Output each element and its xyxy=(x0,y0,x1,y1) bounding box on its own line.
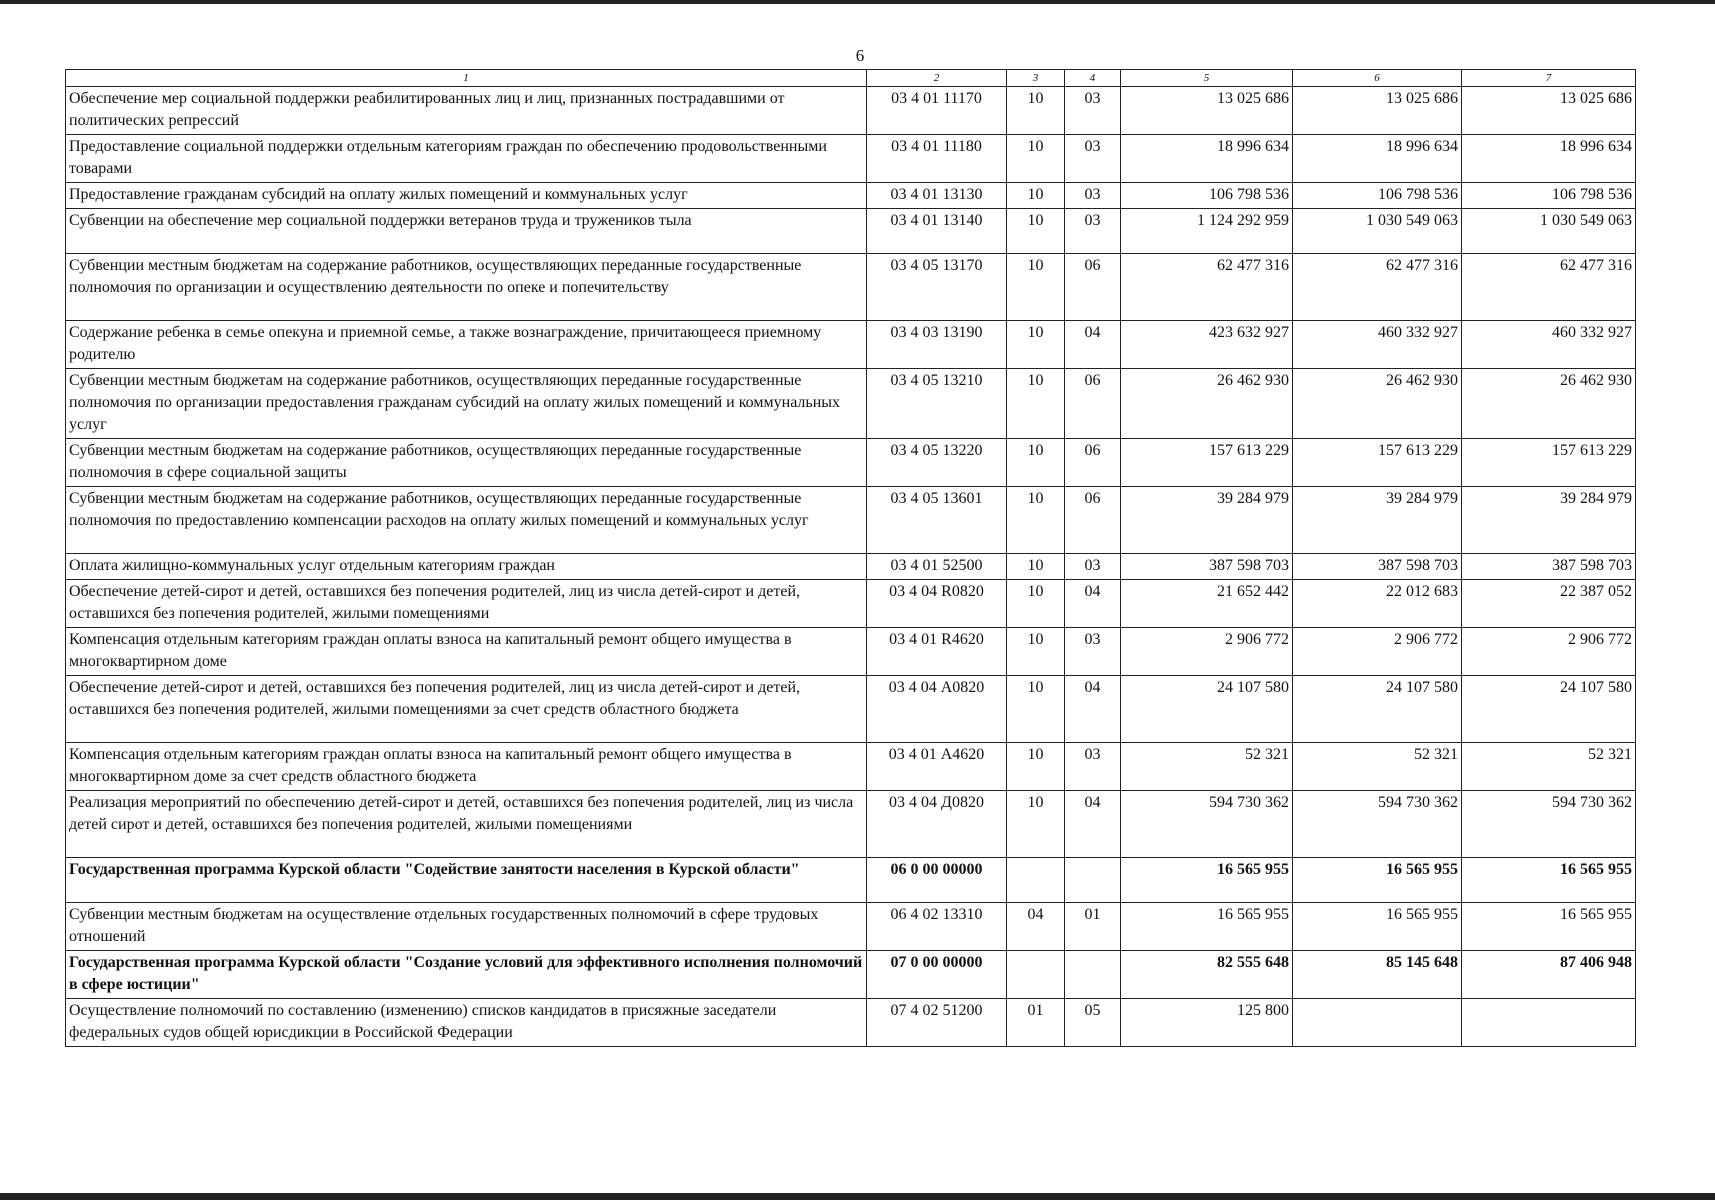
subsection-code: 03 xyxy=(1065,209,1121,254)
target-code: 03 4 01 R4620 xyxy=(867,628,1007,676)
subsection-code: 03 xyxy=(1065,135,1121,183)
program-name: Компенсация отдельным категориям граждан оплаты взноса на капитальный ремонт общего имущества в многоквартирном доме за счет средств областного бюджета xyxy=(66,743,867,791)
amount-col5: 13 025 686 xyxy=(1121,87,1293,135)
table-row xyxy=(66,369,1636,439)
amount-col7: 13 025 686 xyxy=(1462,87,1636,135)
column-number: 7 xyxy=(1462,70,1636,87)
amount-col5: 82 555 648 xyxy=(1121,951,1293,999)
amount-col5: 106 798 536 xyxy=(1121,183,1293,209)
column-number: 3 xyxy=(1007,70,1065,87)
program-name: Субвенции местным бюджетам на содержание работников, осуществляющих переданные государственные полномочия по организации и осуществлению деятельности по опеке и попечительству xyxy=(66,254,867,321)
section-code: 10 xyxy=(1007,87,1065,135)
column-number: 1 xyxy=(66,70,867,87)
subsection-code: 03 xyxy=(1065,743,1121,791)
amount-col5: 62 477 316 xyxy=(1121,254,1293,321)
amount-col5: 26 462 930 xyxy=(1121,369,1293,439)
scan-bottom-border xyxy=(0,1193,1715,1200)
subsection-code: 04 xyxy=(1065,321,1121,369)
amount-col6: 26 462 930 xyxy=(1293,369,1462,439)
amount-col7: 24 107 580 xyxy=(1462,676,1636,743)
subsection-code xyxy=(1065,858,1121,903)
program-name: Обеспечение детей-сирот и детей, оставшихся без попечения родителей, лиц из числа детей-сирот и детей, оставшихся без попечения родителей, жилыми помещениями за счет средств областного бюджета xyxy=(66,676,867,743)
section-code: 10 xyxy=(1007,628,1065,676)
program-name: Субвенции местным бюджетам на содержание работников, осуществляющих переданные государственные полномочия по организации предоставления гражданам субсидий на оплату жилых помещений и коммунальных услуг xyxy=(66,369,867,439)
target-code: 06 4 02 13310 xyxy=(867,903,1007,951)
table-row xyxy=(66,791,1636,858)
amount-col6: 22 012 683 xyxy=(1293,580,1462,628)
section-code: 10 xyxy=(1007,743,1065,791)
column-number-row xyxy=(66,70,1636,87)
table-row xyxy=(66,209,1636,254)
table-row xyxy=(66,999,1636,1047)
subsection-code: 03 xyxy=(1065,183,1121,209)
amount-col7 xyxy=(1462,999,1636,1047)
program-name: Содержание ребенка в семье опекуна и приемной семье, а также вознаграждение, причитающееся приемному родителю xyxy=(66,321,867,369)
amount-col5: 39 284 979 xyxy=(1121,487,1293,554)
subsection-code: 04 xyxy=(1065,676,1121,743)
section-code: 10 xyxy=(1007,254,1065,321)
target-code: 03 4 01 13130 xyxy=(867,183,1007,209)
amount-col7: 52 321 xyxy=(1462,743,1636,791)
column-number: 4 xyxy=(1065,70,1121,87)
program-name: Предоставление гражданам субсидий на оплату жилых помещений и коммунальных услуг xyxy=(66,183,867,209)
target-code: 03 4 05 13170 xyxy=(867,254,1007,321)
table-row xyxy=(66,743,1636,791)
amount-col7: 157 613 229 xyxy=(1462,439,1636,487)
amount-col7: 387 598 703 xyxy=(1462,554,1636,580)
amount-col5: 18 996 634 xyxy=(1121,135,1293,183)
amount-col7: 22 387 052 xyxy=(1462,580,1636,628)
target-code: 03 4 01 52500 xyxy=(867,554,1007,580)
page-number: 6 xyxy=(855,46,865,65)
amount-col5: 16 565 955 xyxy=(1121,858,1293,903)
amount-col6: 106 798 536 xyxy=(1293,183,1462,209)
amount-col7: 87 406 948 xyxy=(1462,951,1636,999)
program-name: Реализация мероприятий по обеспечению детей-сирот и детей, оставшихся без попечения родителей, лиц из числа детей сирот и детей, оставшихся без попечения родителей, жилыми помещениями xyxy=(66,791,867,858)
amount-col6: 62 477 316 xyxy=(1293,254,1462,321)
section-code: 10 xyxy=(1007,487,1065,554)
target-code: 03 4 01 11170 xyxy=(867,87,1007,135)
amount-col6: 1 030 549 063 xyxy=(1293,209,1462,254)
target-code: 03 4 04 R0820 xyxy=(867,580,1007,628)
table-row xyxy=(66,628,1636,676)
table-row xyxy=(66,87,1636,135)
target-code: 03 4 05 13220 xyxy=(867,439,1007,487)
amount-col7: 106 798 536 xyxy=(1462,183,1636,209)
table-row xyxy=(66,439,1636,487)
section-code xyxy=(1007,951,1065,999)
target-code: 03 4 01 А4620 xyxy=(867,743,1007,791)
amount-col5: 125 800 xyxy=(1121,999,1293,1047)
amount-col6: 460 332 927 xyxy=(1293,321,1462,369)
section-code: 10 xyxy=(1007,439,1065,487)
subsection-code: 06 xyxy=(1065,487,1121,554)
program-name: Субвенции местным бюджетам на содержание работников, осуществляющих переданные государственные полномочия по предоставлению компенсации расходов на оплату жилых помещений и коммунальных услуг xyxy=(66,487,867,554)
amount-col5: 387 598 703 xyxy=(1121,554,1293,580)
amount-col6: 18 996 634 xyxy=(1293,135,1462,183)
section-code: 10 xyxy=(1007,209,1065,254)
program-name: Обеспечение мер социальной поддержки реабилитированных лиц и лиц, признанных пострадавшими от политических репрессий xyxy=(66,87,867,135)
table-row xyxy=(66,858,1636,903)
amount-col5: 21 652 442 xyxy=(1121,580,1293,628)
amount-col7: 594 730 362 xyxy=(1462,791,1636,858)
subsection-code: 03 xyxy=(1065,87,1121,135)
column-number: 5 xyxy=(1121,70,1293,87)
amount-col6: 52 321 xyxy=(1293,743,1462,791)
subsection-code: 04 xyxy=(1065,580,1121,628)
amount-col7: 62 477 316 xyxy=(1462,254,1636,321)
program-name: Субвенции на обеспечение мер социальной поддержки ветеранов труда и тружеников тыла xyxy=(66,209,867,254)
subsection-code xyxy=(1065,951,1121,999)
amount-col5: 52 321 xyxy=(1121,743,1293,791)
table-row xyxy=(66,321,1636,369)
amount-col7: 1 030 549 063 xyxy=(1462,209,1636,254)
section-code: 10 xyxy=(1007,369,1065,439)
amount-col7: 39 284 979 xyxy=(1462,487,1636,554)
target-code: 03 4 05 13601 xyxy=(867,487,1007,554)
subsection-code: 04 xyxy=(1065,791,1121,858)
amount-col5: 2 906 772 xyxy=(1121,628,1293,676)
budget-table xyxy=(65,69,1636,1047)
amount-col5: 594 730 362 xyxy=(1121,791,1293,858)
section-code: 01 xyxy=(1007,999,1065,1047)
target-code: 03 4 01 11180 xyxy=(867,135,1007,183)
amount-col6: 85 145 648 xyxy=(1293,951,1462,999)
amount-col7: 16 565 955 xyxy=(1462,858,1636,903)
program-name: Субвенции местным бюджетам на содержание работников, осуществляющих переданные государственные полномочия в сфере социальной защиты xyxy=(66,439,867,487)
section-code: 10 xyxy=(1007,135,1065,183)
amount-col7: 18 996 634 xyxy=(1462,135,1636,183)
amount-col5: 423 632 927 xyxy=(1121,321,1293,369)
subsection-code: 03 xyxy=(1065,554,1121,580)
scan-top-border xyxy=(0,0,1715,4)
section-code: 10 xyxy=(1007,554,1065,580)
subsection-code: 06 xyxy=(1065,439,1121,487)
amount-col6: 387 598 703 xyxy=(1293,554,1462,580)
subsection-code: 03 xyxy=(1065,628,1121,676)
section-code: 10 xyxy=(1007,676,1065,743)
program-name: Осуществление полномочий по составлению (изменению) списков кандидатов в присяжные заседатели федеральных судов общей юрисдикции в Российской Федерации xyxy=(66,999,867,1047)
amount-col6: 16 565 955 xyxy=(1293,858,1462,903)
program-name: Компенсация отдельным категориям граждан оплаты взноса на капитальный ремонт общего имущества в многоквартирном доме xyxy=(66,628,867,676)
program-name: Обеспечение детей-сирот и детей, оставшихся без попечения родителей, лиц из числа детей-сирот и детей, оставшихся без попечения родителей, жилыми помещениями xyxy=(66,580,867,628)
subsection-code: 06 xyxy=(1065,254,1121,321)
program-name: Оплата жилищно-коммунальных услуг отдельным категориям граждан xyxy=(66,554,867,580)
table-row xyxy=(66,580,1636,628)
section-code: 10 xyxy=(1007,183,1065,209)
amount-col6: 16 565 955 xyxy=(1293,903,1462,951)
amount-col7: 16 565 955 xyxy=(1462,903,1636,951)
table-row xyxy=(66,554,1636,580)
target-code: 06 0 00 00000 xyxy=(867,858,1007,903)
section-code: 10 xyxy=(1007,791,1065,858)
column-number: 6 xyxy=(1293,70,1462,87)
program-name: Государственная программа Курской области "Содействие занятости населения в Курской области" xyxy=(66,858,867,903)
target-code: 03 4 04 Д0820 xyxy=(867,791,1007,858)
target-code: 03 4 04 А0820 xyxy=(867,676,1007,743)
target-code: 03 4 03 13190 xyxy=(867,321,1007,369)
section-code: 04 xyxy=(1007,903,1065,951)
program-name: Субвенции местным бюджетам на осуществление отдельных государственных полномочий в сфере трудовых отношений xyxy=(66,903,867,951)
amount-col6: 13 025 686 xyxy=(1293,87,1462,135)
section-code xyxy=(1007,858,1065,903)
target-code: 07 4 02 51200 xyxy=(867,999,1007,1047)
table-row xyxy=(66,676,1636,743)
amount-col7: 460 332 927 xyxy=(1462,321,1636,369)
subsection-code: 05 xyxy=(1065,999,1121,1047)
target-code: 03 4 01 13140 xyxy=(867,209,1007,254)
amount-col6: 24 107 580 xyxy=(1293,676,1462,743)
amount-col5: 24 107 580 xyxy=(1121,676,1293,743)
column-number: 2 xyxy=(867,70,1007,87)
section-code: 10 xyxy=(1007,321,1065,369)
table-row xyxy=(66,951,1636,999)
amount-col5: 16 565 955 xyxy=(1121,903,1293,951)
table-row xyxy=(66,135,1636,183)
amount-col5: 1 124 292 959 xyxy=(1121,209,1293,254)
target-code: 07 0 00 00000 xyxy=(867,951,1007,999)
program-name: Предоставление социальной поддержки отдельным категориям граждан по обеспечению продовольственными товарами xyxy=(66,135,867,183)
amount-col5: 157 613 229 xyxy=(1121,439,1293,487)
amount-col6: 594 730 362 xyxy=(1293,791,1462,858)
subsection-code: 06 xyxy=(1065,369,1121,439)
subsection-code: 01 xyxy=(1065,903,1121,951)
program-name: Государственная программа Курской области "Создание условий для эффективного исполнения полномочий в сфере юстиции" xyxy=(66,951,867,999)
amount-col7: 26 462 930 xyxy=(1462,369,1636,439)
amount-col6: 2 906 772 xyxy=(1293,628,1462,676)
amount-col6: 157 613 229 xyxy=(1293,439,1462,487)
amount-col6: 39 284 979 xyxy=(1293,487,1462,554)
table-row xyxy=(66,903,1636,951)
target-code: 03 4 05 13210 xyxy=(867,369,1007,439)
table-row xyxy=(66,254,1636,321)
table-row xyxy=(66,487,1636,554)
section-code: 10 xyxy=(1007,580,1065,628)
amount-col6 xyxy=(1293,999,1462,1047)
amount-col7: 2 906 772 xyxy=(1462,628,1636,676)
table-row xyxy=(66,183,1636,209)
